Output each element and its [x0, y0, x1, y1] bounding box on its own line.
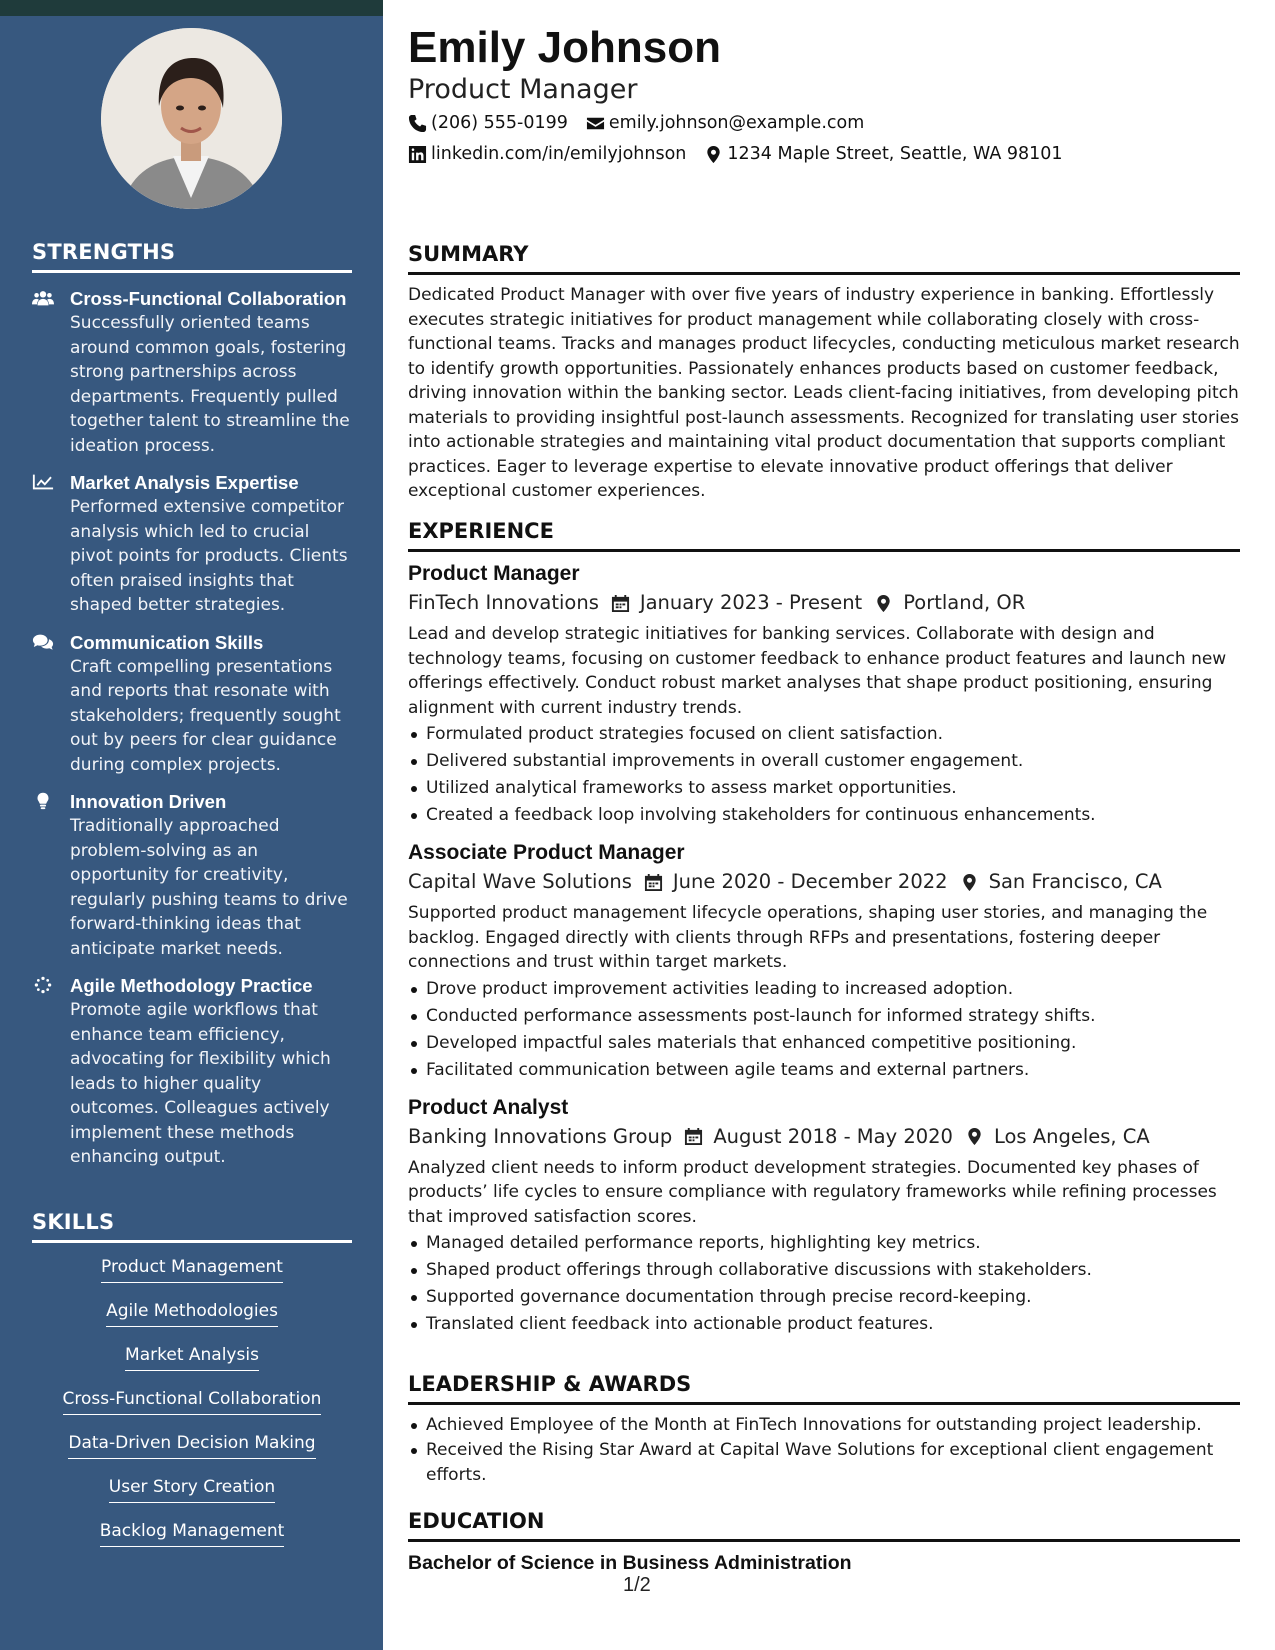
- portrait-image: [101, 28, 282, 209]
- phone-contact: [408, 113, 568, 133]
- phone-icon: [408, 114, 427, 133]
- education-degree: Bachelor of Science in Business Administration: [408, 1552, 852, 1574]
- skill-tag: Agile Methodologies: [106, 1299, 278, 1327]
- location-pin-icon: [965, 1127, 984, 1146]
- strength-title: Agile Methodology Practice: [70, 975, 313, 996]
- calendar-icon: [644, 873, 663, 892]
- strength-item: [32, 471, 352, 618]
- list-item: Created a feedback loop involving stakeholders for continuous enhancements.: [408, 802, 1240, 829]
- skill-tag: Market Analysis: [125, 1343, 259, 1371]
- location-pin-icon: [874, 594, 893, 613]
- job-entry: [408, 839, 1240, 1084]
- job-entry: [408, 560, 1240, 829]
- job-meta: [408, 1122, 1240, 1152]
- chart-line-icon: [32, 471, 70, 493]
- experience-heading: EXPERIENCE: [408, 517, 1240, 552]
- list-item: Shaped product offerings through collaborative discussions with stakeholders.: [408, 1257, 1240, 1284]
- contact-row: [408, 113, 882, 133]
- sidebar: [0, 0, 383, 1650]
- job-role: Associate Product Manager: [408, 841, 685, 864]
- job-meta: [408, 867, 1240, 897]
- calendar-icon: [611, 594, 630, 613]
- list-item: Achieved Employee of the Month at FinTech Innovations for outstanding project leadership.: [408, 1413, 1240, 1438]
- job-bullets: [408, 721, 1240, 829]
- spinner-icon: [32, 974, 70, 996]
- job-location: Los Angeles, CA: [993, 1124, 1150, 1148]
- education-heading: EDUCATION: [408, 1507, 1240, 1542]
- strengths-section: [32, 240, 352, 1183]
- job-company: Capital Wave Solutions: [408, 870, 632, 893]
- lightbulb-icon: [32, 790, 70, 812]
- leadership-heading: LEADERSHIP & AWARDS: [408, 1370, 1240, 1405]
- phone-text: (206) 555-0199: [431, 113, 568, 133]
- strength-item: [32, 974, 352, 1170]
- strength-description: Traditionally approached problem-solving as an opportunity for creativity, regularly pushing teams to drive forward-thinking ideas that anticipate market needs.: [70, 816, 348, 959]
- strength-title: Cross-Functional Collaboration: [70, 288, 347, 309]
- skill-tag: User Story Creation: [109, 1475, 275, 1503]
- list-item: Delivered substantial improvements in overall customer engagement.: [408, 748, 1240, 775]
- list-item: Received the Rising Star Award at Capital Wave Solutions for exceptional client engagement efforts.: [408, 1438, 1240, 1488]
- skill-tag: Backlog Management: [100, 1519, 285, 1547]
- job-dates: August 2018 - May 2020: [713, 1124, 953, 1148]
- experience-section: [408, 517, 1240, 1338]
- list-item: Utilized analytical frameworks to assess market opportunities.: [408, 775, 1240, 802]
- strength-item: [32, 631, 352, 778]
- sidebar-top-bar: [0, 0, 383, 16]
- strength-description: Craft compelling presentations and reports that resonate with stakeholders; frequently sought out by peers for clear guidance during complex projects.: [70, 656, 341, 775]
- strength-title: Innovation Driven: [70, 791, 227, 812]
- strengths-list: [32, 287, 352, 1170]
- list-item: Developed impactful sales materials that enhanced competitive positioning.: [408, 1030, 1240, 1057]
- list-item: Managed detailed performance reports, highlighting key metrics.: [408, 1230, 1240, 1257]
- skills-heading: SKILLS: [32, 1210, 352, 1243]
- summary-section: [408, 240, 1240, 504]
- job-location: Portland, OR: [903, 591, 1026, 614]
- strength-description: Performed extensive competitor analysis which led to crucial pivot points for products. Clients often praised insights that shaped better strategies.: [70, 497, 348, 615]
- list-item: Translated client feedback into actionable product features.: [408, 1311, 1240, 1338]
- linkedin-icon: [408, 145, 427, 164]
- strengths-heading: STRENGTHS: [32, 240, 352, 273]
- strength-description: Promote agile workflows that enhance team efficiency, advocating for flexibility which leads to higher quality outcomes. Colleagues actively implement these methods enhancing output.: [70, 1000, 331, 1167]
- job-description: Supported product management lifecycle operations, shaping user stories, and managing the backlog. Engaged directly with clients through RFPs and presentations, fostering deeper connections and trust within target markets.: [408, 903, 1208, 972]
- candidate-title: Product Manager: [408, 74, 638, 105]
- strength-title: Market Analysis Expertise: [70, 472, 299, 493]
- awards-list: [408, 1413, 1240, 1488]
- address-contact: [704, 144, 1062, 164]
- strength-description: Successfully oriented teams around common goals, fostering strong partnerships across departments. Frequently pulled together talent to streamline the ideation process.: [70, 313, 350, 456]
- strength-item: [32, 287, 352, 458]
- profile-photo: [101, 28, 282, 209]
- skill-tag: Cross-Functional Collaboration: [63, 1387, 322, 1415]
- skills-section: [32, 1210, 352, 1563]
- leadership-section: [408, 1370, 1240, 1488]
- location-pin-icon: [960, 873, 979, 892]
- job-role: Product Manager: [408, 562, 580, 585]
- job-bullets: [408, 976, 1240, 1084]
- skill-tag: Product Management: [101, 1255, 283, 1283]
- strength-title: Communication Skills: [70, 631, 264, 653]
- contact-row-2: [408, 144, 1081, 164]
- job-location: San Francisco, CA: [988, 870, 1162, 893]
- education-section: [408, 1507, 1240, 1576]
- strength-item: [32, 790, 352, 961]
- email-link[interactable]: emily.johnson@example.com: [608, 113, 865, 133]
- skills-list: [32, 1255, 352, 1563]
- job-company: FinTech Innovations: [408, 591, 599, 614]
- list-item: Drove product improvement activities leading to increased adoption.: [408, 976, 1240, 1003]
- comments-icon: [32, 631, 70, 653]
- job-role: Product Analyst: [408, 1095, 569, 1119]
- envelope-icon: [586, 114, 605, 133]
- calendar-icon: [684, 1127, 703, 1146]
- list-item: Supported governance documentation through precise record-keeping.: [408, 1284, 1240, 1311]
- job-dates: June 2020 - December 2022: [672, 870, 948, 893]
- job-meta: [408, 588, 1240, 618]
- list-item: Conducted performance assessments post-launch for informed strategy shifts.: [408, 1003, 1240, 1030]
- candidate-name: Emily Johnson: [408, 23, 721, 72]
- list-item: Formulated product strategies focused on client satisfaction.: [408, 721, 1240, 748]
- summary-heading: SUMMARY: [408, 240, 1240, 275]
- skill-tag: Data-Driven Decision Making: [68, 1431, 315, 1459]
- job-description: Lead and develop strategic initiatives for banking services. Collaborate with design and technology teams, focusing on customer feedback to enhance product features and launch new offerings effectively. Conduct robust market analyses that shape product positioning, ensuring alignment with current industry trends.: [408, 624, 1227, 718]
- job-description: Analyzed client needs to inform product development strategies. Documented key phases of products’ life cycles to ensure compliance with regulatory frameworks while refining processes that improved satisfaction scores.: [408, 1157, 1217, 1227]
- email-contact[interactable]: [586, 113, 864, 133]
- address-text: 1234 Maple Street, Seattle, WA 98101: [727, 144, 1063, 164]
- linkedin-link[interactable]: linkedin.com/in/emilyjohnson: [431, 144, 687, 164]
- users-icon: [32, 287, 70, 309]
- list-item: Facilitated communication between agile teams and external partners.: [408, 1057, 1240, 1084]
- job-company: Banking Innovations Group: [408, 1124, 673, 1148]
- job-bullets: [408, 1230, 1240, 1338]
- job-entry: [408, 1094, 1240, 1339]
- linkedin-contact[interactable]: [408, 144, 686, 164]
- page-number: 1/2: [623, 1574, 651, 1596]
- summary-text: Dedicated Product Manager with over five years of industry experience in banking. Effortlessly executes strategic initiatives for product management while collaborating closely with cross-functional teams. Tracks and manages product lifecycles, conducting meticulous market research to identify growth opportunities. Passionately enhances products based on customer feedback, driving innovation within the banking sector. Leads client-facing initiatives, from developing pitch materials to providing insightful post-launch assessments. Recognized for translating user stories into actionable strategies and maintaining vital product documentation that supports compliant practices. Eager to leverage expertise to elevate innovative product offerings that deliver exceptional customer experiences.: [408, 285, 1240, 501]
- job-dates: January 2023 - Present: [639, 591, 863, 614]
- location-pin-icon: [704, 145, 723, 164]
